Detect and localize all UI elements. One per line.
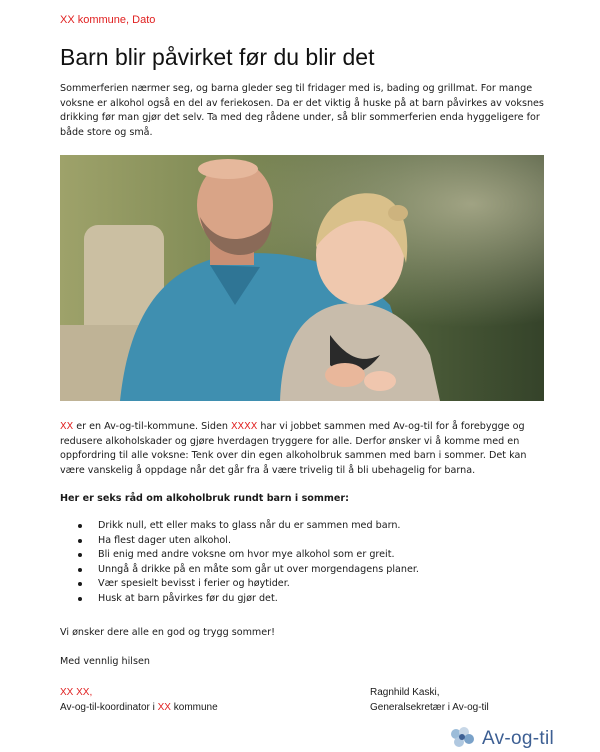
photo-father-and-daughter [60,155,544,401]
tips-heading: Her er seks råd om alkoholbruk rundt barn i sommer: [60,493,349,504]
regards-line: Med vennlig hilsen [60,656,150,667]
intro-paragraph: Sommerferien nærmer seg, og barna gleder seg til fridager med is, bading og grillmat. For mange voksne er alkohol også en del av feriekosen. Da er det viktig å huske på at barn påvirkes av voksnes drikking før man gjør det selv. Ta med deg rådene under, så blir sommerferien enda hyggeligere for både store og små. [60,83,544,138]
av-og-til-logo [448,728,554,750]
tip-item: Husk at barn påvirkes før du gjør det. [60,592,550,607]
signer-role-suffix: kommune [170,702,218,713]
body-paragraph-1 [60,420,550,478]
signer-role [60,700,218,715]
page-title: Barn blir påvirket før du blir det [60,44,375,70]
header-municipality-date: XX kommune, Dato [60,14,156,26]
tips-list [60,519,550,607]
tip-item: Vær spesielt bevisst i ferier og høytider. [60,577,550,592]
tip-item: Ha flest dager uten alkohol. [60,534,550,549]
placeholder-year: XXXX [230,421,258,432]
secretary-general-name: Ragnhild Kaski, [370,687,440,698]
paragraph1-text-b: har vi jobbet sammen med Av-og-til for å forebygge og redusere alkoholskader og gjøre hverdagen tryggere for alle. Derfor ønsker vi å komme med en oppfordring til alle voksne: Tenk over din egen alkoholbruk sammen med barn i sommer. Det kan være vanskelig å oppdage når det går fra å være trivelig til å bli ubehagelig for barna. [60,421,527,476]
flower-logo-icon [448,726,478,752]
logo-text: Av-og-til [482,728,555,749]
paragraph1-text-a: er en Av-og-til-kommune. Siden [73,421,231,432]
tip-item: Unngå å drikke på en måte som går ut over morgendagens planer. [60,563,550,578]
signature-left [60,685,218,715]
tip-item: Bli enig med andre voksne om hvor mye alkohol som er greit. [60,548,550,563]
closing-line: Vi ønsker dere alle en god og trygg sommer! [60,627,275,638]
signer-name-placeholder: XX XX, [60,687,93,698]
signer-role-prefix: Av-og-til-koordinator i [60,702,158,713]
secretary-general-role: Generalsekretær i Av-og-til [370,702,489,713]
signer-role-placeholder: XX [157,702,171,713]
tip-item: Drikk null, ett eller maks to glass når du er sammen med barn. [60,519,550,534]
signature-right [370,685,489,715]
placeholder-municipality: XX [60,421,74,432]
